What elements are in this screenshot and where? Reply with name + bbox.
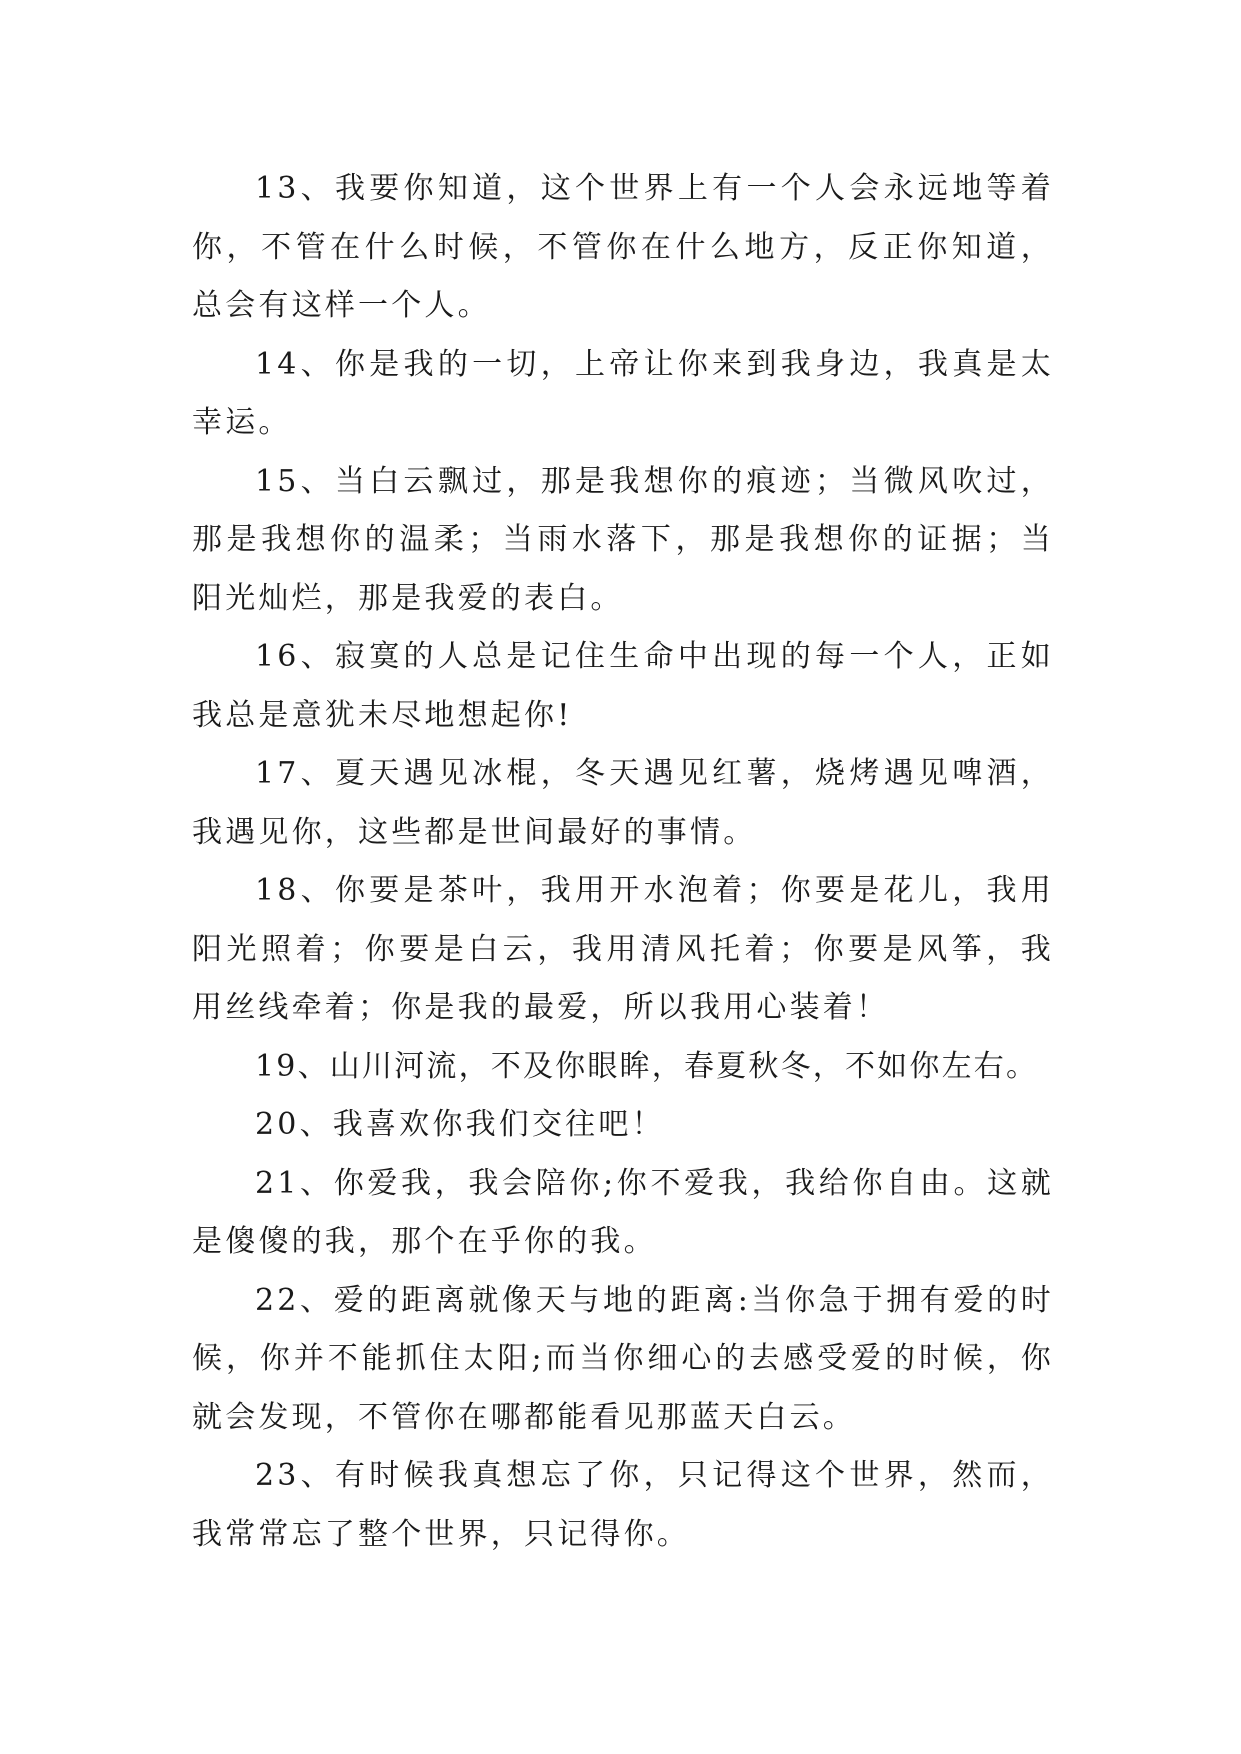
paragraph-19: 19、山川河流，不及你眼眸，春夏秋冬，不如你左右。 [255,1048,1039,1084]
paragraph-17: 17、夏天遇见冰棍，冬天遇见红薯，烧烤遇见啤酒，我遇见你，这些都是世间最好的事情。 [192,756,1054,850]
paragraph-14: 14、你是我的一切，上帝让你来到我身边，我真是太幸运。 [192,346,1054,440]
paragraph-13: 13、我要你知道，这个世界上有一个人会永远地等着你，不管在什么时候，不管你在什么地方，反正你知道，总会有这样一个人。 [192,171,1054,323]
paragraph-22: 22、爱的距离就像天与地的距离:当你急于拥有爱的时候，你并不能抓住太阳;而当你细心的去感受爱的时候，你就会发现，不管你在哪都能看见那蓝天白云。 [192,1282,1054,1435]
paragraph-21: 21、你爱我，我会陪你;你不爱我，我给你自由。这就是傻傻的我，那个在乎你的我。 [192,1165,1054,1259]
paragraph-16: 16、寂寞的人总是记住生命中出现的每一个人，正如我总是意犹未尽地想起你! [192,639,1054,733]
paragraph-23: 23、有时候我真想忘了你，只记得这个世界，然而，我常常忘了整个世界，只记得你。 [192,1458,1054,1552]
paragraph-20: 20、我喜欢你我们交往吧！ [255,1107,665,1142]
paragraph-15: 15、当白云飘过，那是我想你的痕迹；当微风吹过，那是我想你的温柔；当雨水落下，那是我想你的证据；当阳光灿烂，那是我爱的表白。 [192,463,1054,616]
document-body [192,160,1054,1564]
paragraph-18: 18、你要是茶叶，我用开水泡着；你要是花儿，我用阳光照着；你要是白云，我用清风托着；你要是风筝，我用丝线牵着；你是我的最爱，所以我用心装着！ [192,873,1054,1025]
